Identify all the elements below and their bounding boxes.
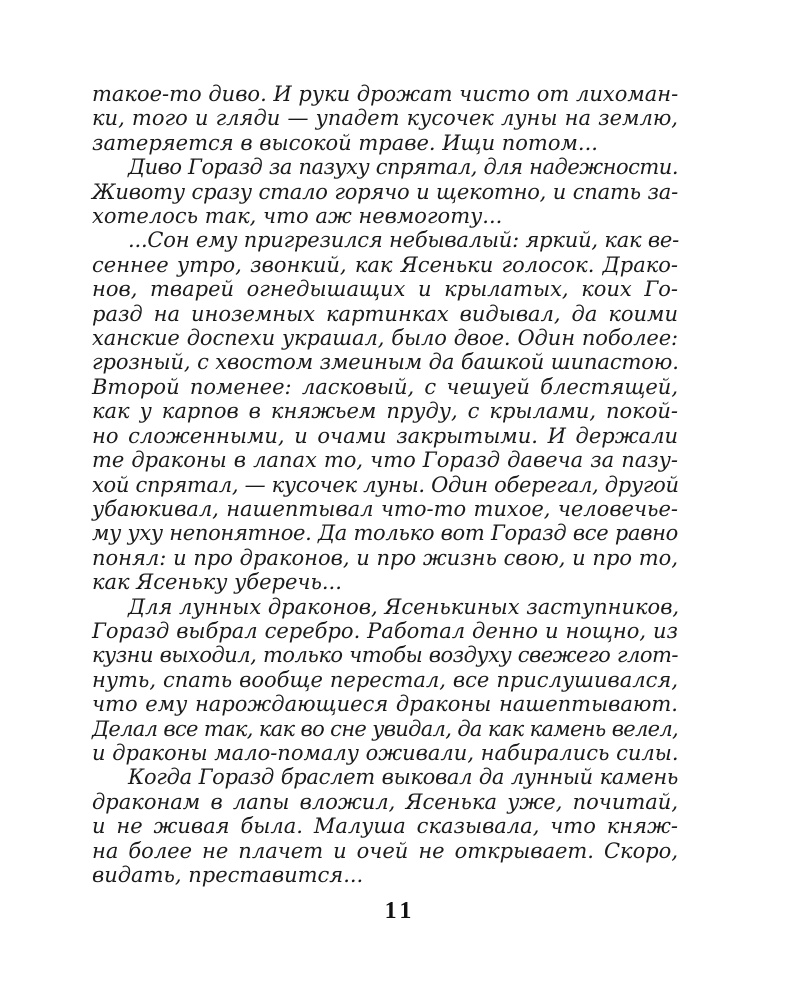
text-line: му уху непонятное. Да только вот Горазд все равно	[92, 521, 678, 546]
text-line: и не живая была. Малуша сказывала, что княж-	[92, 814, 678, 839]
text-line: сеннее утро, звонкий, как Ясеньки голосок. Драко-	[92, 252, 678, 277]
text-line: драконам в лапы вложил, Ясенька уже, почитай,	[92, 789, 678, 814]
text-line: нов, тварей огнедышащих и крылатых, коих Го-	[92, 277, 678, 302]
paragraph	[92, 765, 678, 887]
text-line: как Ясеньку уберечь...	[92, 570, 342, 595]
text-line: нуть, спать вообще перестал, все прислушивался,	[92, 667, 678, 692]
page-text-body	[92, 82, 678, 887]
text-line: понял: и про драконов, и про жизнь свою, и про то,	[92, 545, 678, 570]
text-line: те драконы в лапах то, что Горазд давеча за пазу-	[92, 448, 678, 473]
text-line: ...Сон ему пригрезился небывалый: яркий, как ве-	[128, 228, 679, 253]
paragraph	[92, 155, 678, 228]
text-line: видать, преставится...	[92, 863, 364, 887]
text-line: разд на иноземных картинках видывал, да коими	[92, 301, 678, 326]
text-line: на более не плачет и очей не открывает. Скоро,	[92, 838, 678, 863]
text-line: хотелось так, что аж невмоготу...	[92, 204, 503, 229]
paragraph	[92, 82, 678, 155]
text-line: такое-то диво. И руки дрожат чисто от лихоман-	[92, 82, 679, 106]
text-line: но сложенными, и очами закрытыми. И держали	[92, 423, 678, 448]
page-number: 11	[384, 898, 416, 924]
text-line: убаюкивал, нашептывал что-то тихое, человечье-	[92, 496, 678, 521]
text-line: ки, того и гляди — упадет кусочек луны на землю,	[92, 106, 678, 131]
text-line: Диво Горазд за пазуху спрятал, для надежности.	[128, 155, 678, 180]
text-line: Второй поменее: ласковый, с чешуей блестящей,	[92, 374, 678, 399]
text-line: затеряется в высокой траве. Ищи потом...	[92, 130, 598, 155]
text-line: ханские доспехи украшал, было двое. Один поболее:	[92, 326, 678, 351]
text-line: кузни выходил, только чтобы воздуху свежего глот-	[92, 643, 678, 668]
text-line: что ему нарождающиеся драконы нашептывают.	[92, 692, 678, 717]
text-line: Делал все так, как во сне увидал, да как камень велел,	[92, 716, 678, 741]
text-line: Для лунных драконов, Ясенькиных заступников,	[128, 594, 680, 619]
text-line: и драконы мало-помалу оживали, набирались силы.	[92, 740, 679, 765]
text-line: грозный, с хвостом змеиным да башкой шипастою.	[92, 350, 679, 375]
text-line: как у карпов в княжьем пруду, с крылами, покой-	[92, 399, 678, 424]
book-page	[92, 82, 678, 982]
text-line: Животу сразу стало горячо и щекотно, и спать за-	[92, 179, 678, 204]
paragraph	[92, 228, 678, 594]
text-line: хой спрятал, — кусочек луны. Один оберегал, другой	[92, 472, 679, 497]
paragraph	[92, 595, 678, 766]
text-line: Когда Горазд браслет выковал да лунный камень	[128, 765, 678, 790]
text-line: Горазд выбрал серебро. Работал денно и нощно, из	[92, 618, 678, 643]
